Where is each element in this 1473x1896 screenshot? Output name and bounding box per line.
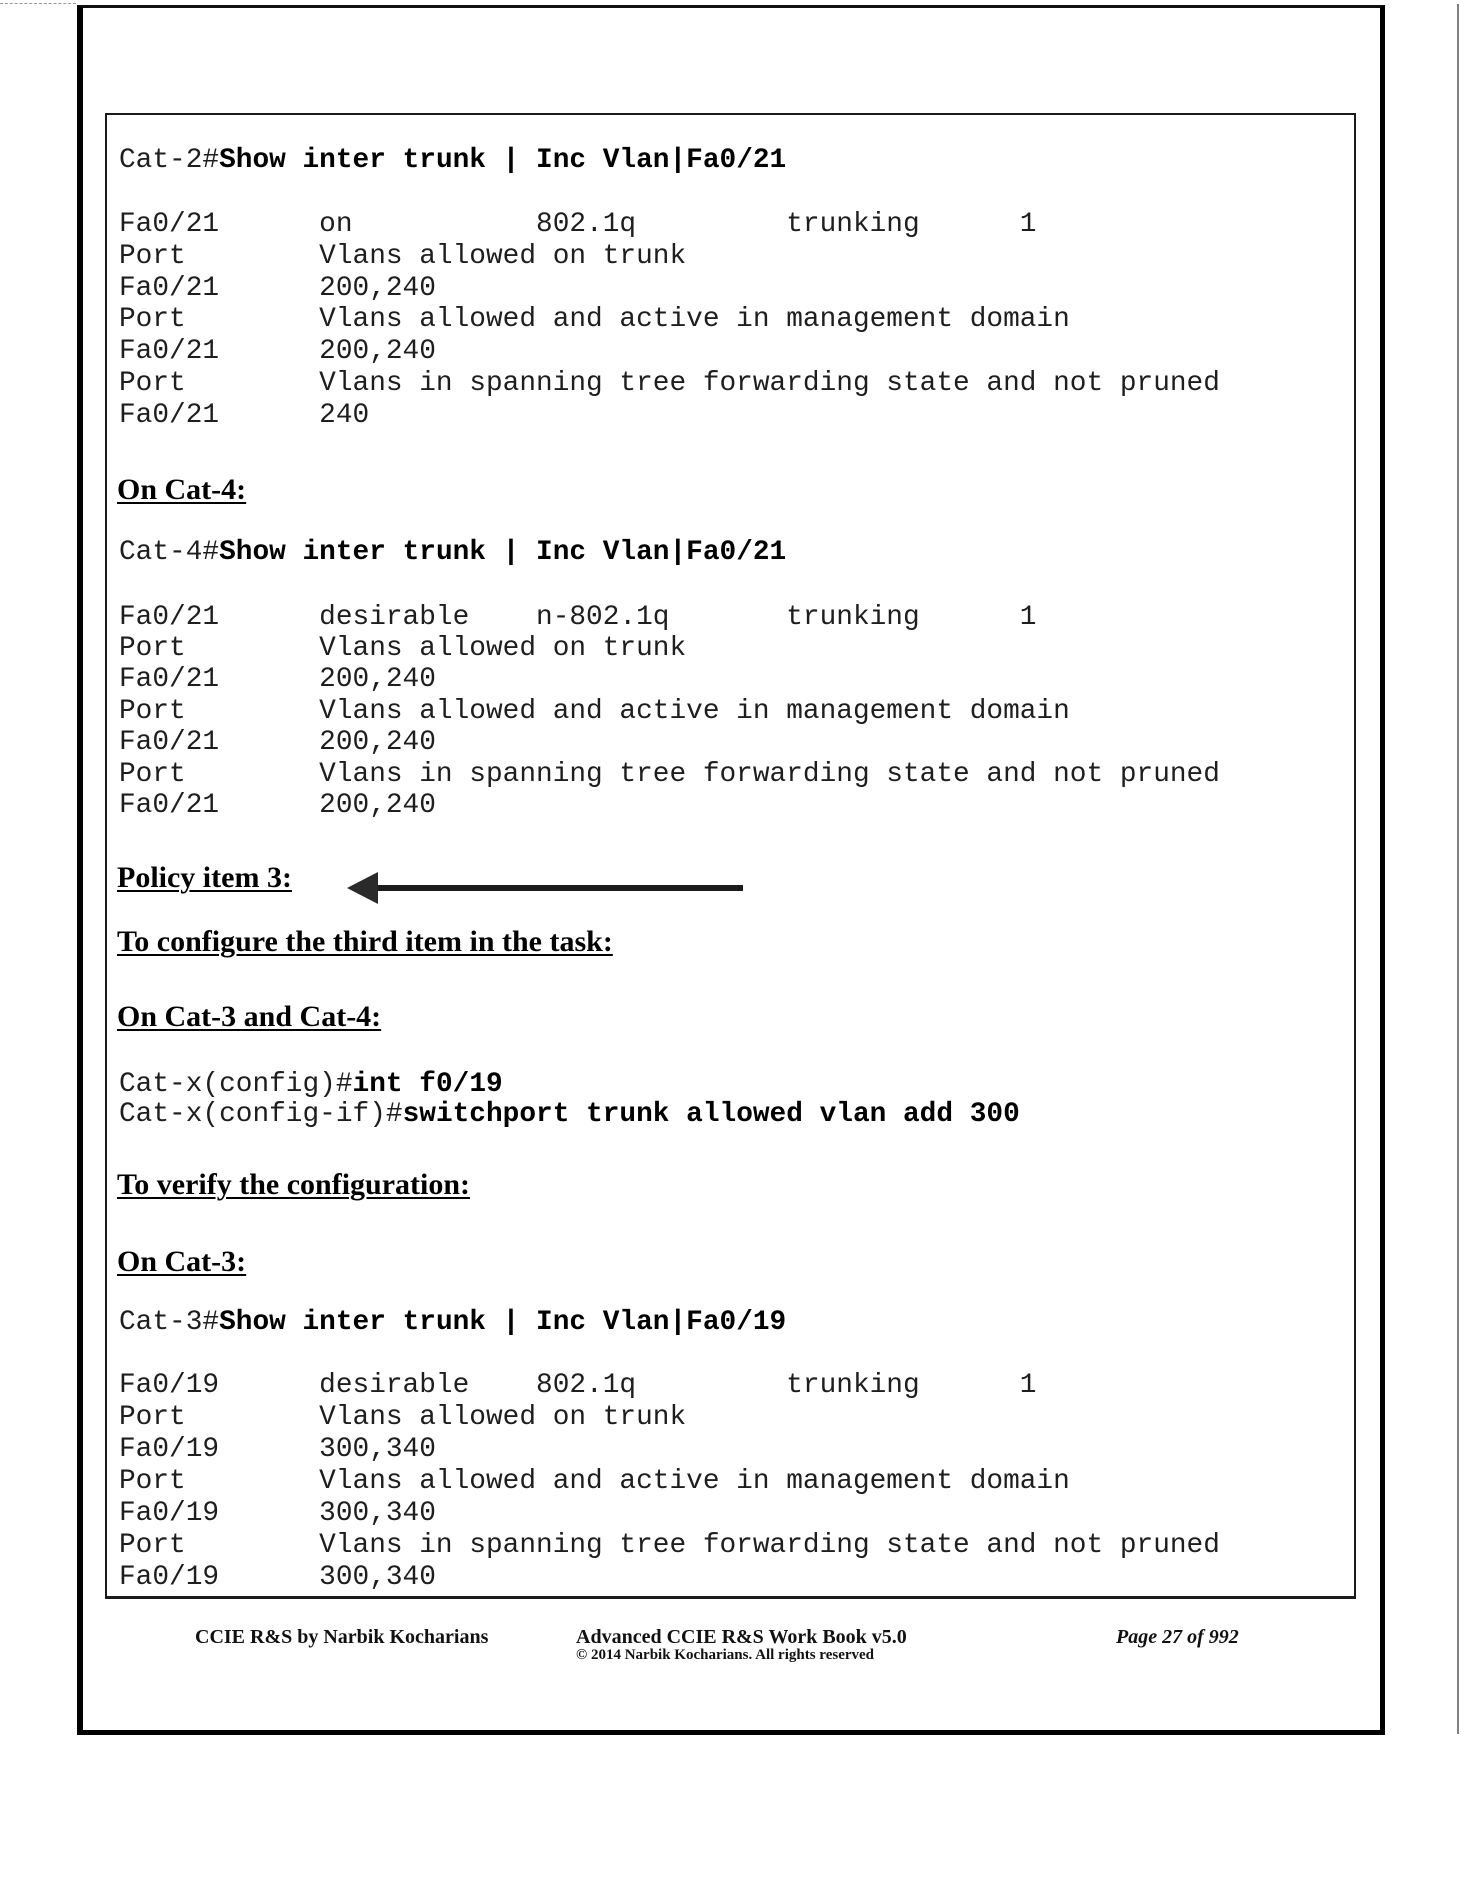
output-row: [119, 727, 1339, 759]
section-heading-policy-item: Policy item 3:: [117, 861, 292, 894]
row-port: Fa0/19: [119, 1562, 220, 1593]
row-native-vlan: 1: [1019, 209, 1037, 240]
row-status: trunking: [786, 209, 920, 240]
row-port: Fa0/21: [119, 727, 220, 758]
row-text: Vlans in spanning tree forwarding state and not pruned: [319, 759, 1220, 790]
row-status: trunking: [786, 602, 920, 633]
output-row: [119, 633, 1339, 665]
row-text: 200,240: [319, 727, 436, 758]
cli-prompt: Cat-4#: [119, 537, 220, 568]
row-port: Fa0/21: [119, 336, 220, 367]
output-row: [119, 1530, 1339, 1562]
output-row: [119, 400, 1339, 432]
row-status: trunking: [786, 1370, 920, 1401]
row-port: Fa0/19: [119, 1370, 220, 1401]
row-text: 200,240: [319, 790, 436, 821]
output-row: [119, 1434, 1339, 1466]
row-text: Vlans allowed on trunk: [319, 633, 687, 664]
row-text: Vlans allowed and active in management domain: [319, 304, 1070, 335]
cli-prompt: Cat-2#: [119, 145, 220, 176]
output-row: [119, 602, 1339, 634]
row-text: Vlans in spanning tree forwarding state and not pruned: [319, 368, 1220, 399]
row-port: Port: [119, 696, 186, 727]
row-text: 200,240: [319, 273, 436, 304]
row-port: Port: [119, 1402, 186, 1433]
row-port: Port: [119, 1466, 186, 1497]
footer-page-number: Page 27 of 992: [1116, 1626, 1239, 1648]
cat3-command-line: [119, 1307, 1339, 1339]
row-port: Port: [119, 304, 186, 335]
cli-command: switchport trunk allowed vlan add 300: [402, 1099, 1020, 1130]
section-heading-verify: To verify the configuration:: [117, 1168, 471, 1201]
row-text: Vlans allowed on trunk: [319, 241, 687, 272]
row-encapsulation: n-802.1q: [536, 602, 670, 633]
section-heading-configure: To configure the third item in the task:: [117, 925, 613, 958]
cli-prompt: Cat-3#: [119, 1307, 220, 1338]
row-port: Fa0/21: [119, 273, 220, 304]
scan-edge-mark: [0, 3, 76, 4]
section-heading-cat3: On Cat-3:: [117, 1245, 247, 1278]
output-row: [119, 696, 1339, 728]
output-row: [119, 759, 1339, 791]
row-native-vlan: 1: [1019, 602, 1037, 633]
cli-command: int f0/19: [352, 1069, 503, 1100]
section-heading-cat4: On Cat-4:: [117, 473, 247, 506]
row-port: Port: [119, 759, 186, 790]
config-command-line: [119, 1069, 1339, 1101]
output-row: [119, 304, 1339, 336]
output-row: [119, 209, 1339, 241]
row-text: Vlans in spanning tree forwarding state and not pruned: [319, 1530, 1220, 1561]
arrow-left-icon: [347, 871, 743, 905]
output-row: [119, 1498, 1339, 1530]
row-text: 300,340: [319, 1498, 436, 1529]
config-command-line: [119, 1099, 1339, 1131]
cat4-command-line: [119, 537, 1339, 569]
output-row: [119, 1370, 1339, 1402]
row-mode: desirable: [319, 602, 470, 633]
row-port: Port: [119, 241, 186, 272]
output-row: [119, 1562, 1339, 1594]
footer-copyright: © 2014 Narbik Kocharians. All rights reserved: [576, 1647, 875, 1663]
row-text: Vlans allowed on trunk: [319, 1402, 687, 1433]
row-port: Fa0/19: [119, 1434, 220, 1465]
row-text: 300,340: [319, 1434, 436, 1465]
output-row: [119, 664, 1339, 696]
row-port: Fa0/21: [119, 790, 220, 821]
output-row: [119, 790, 1339, 822]
row-text: 200,240: [319, 336, 436, 367]
row-port: Fa0/19: [119, 1498, 220, 1529]
row-text: 200,240: [319, 664, 436, 695]
adjacent-page-edge: [1457, 4, 1459, 1734]
output-row: [119, 1466, 1339, 1498]
row-text: 240: [319, 400, 370, 431]
output-row: [119, 368, 1339, 400]
output-row: [119, 241, 1339, 273]
row-port: Fa0/21: [119, 602, 220, 633]
output-row: [119, 1402, 1339, 1434]
row-encapsulation: 802.1q: [536, 1370, 637, 1401]
cli-prompt: Cat-x(config-if)#: [119, 1099, 403, 1130]
footer-book-title: Advanced CCIE R&S Work Book v5.0: [576, 1626, 907, 1648]
cli-prompt: Cat-x(config)#: [119, 1069, 353, 1100]
row-mode: on: [319, 209, 353, 240]
row-text: 300,340: [319, 1562, 436, 1593]
row-port: Fa0/21: [119, 209, 220, 240]
row-port: Port: [119, 633, 186, 664]
output-row: [119, 273, 1339, 305]
row-port: Port: [119, 368, 186, 399]
row-text: Vlans allowed and active in management domain: [319, 696, 1070, 727]
row-port: Fa0/21: [119, 400, 220, 431]
cli-command: Show inter trunk | Inc Vlan|Fa0/21: [219, 145, 787, 176]
output-row: [119, 336, 1339, 368]
row-text: Vlans allowed and active in management domain: [319, 1466, 1070, 1497]
cat2-command-line: [119, 145, 1339, 177]
row-mode: desirable: [319, 1370, 470, 1401]
section-heading-cat3-cat4: On Cat-3 and Cat-4:: [117, 1000, 382, 1033]
cli-command: Show inter trunk | Inc Vlan|Fa0/21: [219, 537, 787, 568]
row-port: Port: [119, 1530, 186, 1561]
row-native-vlan: 1: [1019, 1370, 1037, 1401]
row-encapsulation: 802.1q: [536, 209, 637, 240]
cli-command: Show inter trunk | Inc Vlan|Fa0/19: [219, 1307, 787, 1338]
footer-author: CCIE R&S by Narbik Kocharians: [195, 1626, 489, 1648]
row-port: Fa0/21: [119, 664, 220, 695]
